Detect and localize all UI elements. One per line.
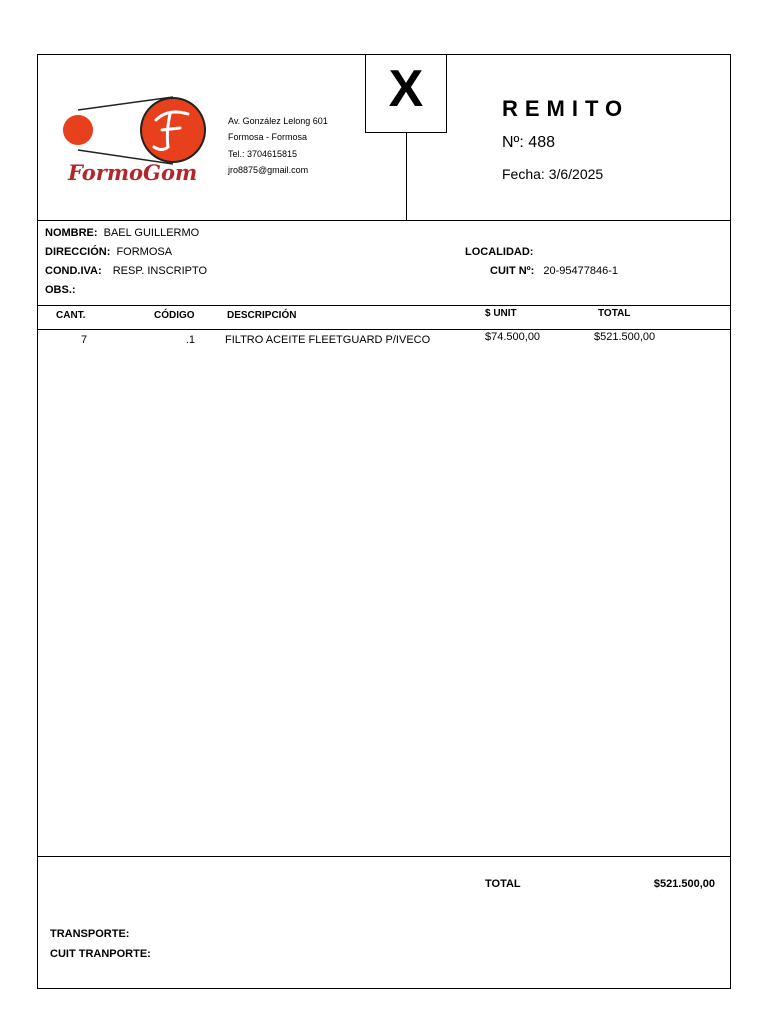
row-codigo: .1: [185, 334, 195, 346]
client-name-value: BAEL GUILLERMO: [103, 227, 200, 239]
transport-cuit-label: CUIT TRANPORTE:: [50, 948, 151, 960]
client-obs-row: [45, 284, 79, 296]
row-total: $521.500,00: [594, 331, 656, 343]
column-header-total: TOTAL: [598, 308, 631, 319]
address-line-street: Av. González Lelong 601: [228, 116, 328, 126]
client-locality-row: [465, 246, 536, 258]
transport-label: TRANSPORTE:: [50, 928, 130, 940]
client-iva-value: RESP. INSCRIPTO: [112, 265, 208, 277]
client-name-row: [45, 227, 199, 239]
column-header-unit: $ UNIT: [485, 308, 517, 319]
client-iva-row: [45, 265, 207, 277]
client-cuit-value: 20-95477846-1: [543, 265, 619, 277]
address-line-city: Formosa - Formosa: [228, 132, 308, 142]
total-label: TOTAL: [485, 878, 521, 890]
client-address-row: [45, 246, 172, 258]
document-title: REMITO: [502, 96, 630, 121]
column-header-codigo: CÓDIGO: [154, 310, 195, 321]
total-value: $521.500,00: [653, 878, 715, 890]
document-type-letter: X: [388, 60, 424, 118]
company-logo-text: FormoGom: [68, 160, 198, 185]
column-header-cant: CANT.: [56, 310, 86, 321]
address-line-phone: Tel.: 3704615815: [228, 149, 298, 159]
footer-divider: [37, 856, 731, 857]
header-vertical-divider: [406, 133, 407, 220]
row-descripcion: FILTRO ACEITE FLEETGUARD P/IVECO: [225, 334, 431, 346]
address-line-email: jro8875@gmail.com: [228, 165, 309, 175]
document-date: Fecha: 3/6/2025: [502, 166, 604, 182]
client-cuit-row: [490, 265, 618, 277]
client-iva-label: COND.IVA:: [45, 265, 102, 277]
client-divider: [37, 305, 731, 306]
client-address-label: DIRECCIÓN:: [45, 246, 111, 258]
table-row: [37, 330, 731, 350]
client-name-label: NOMBRE:: [45, 227, 98, 239]
header-divider: [37, 220, 731, 221]
client-address-value: FORMOSA: [116, 246, 173, 258]
row-cant: 7: [81, 334, 88, 346]
column-header-descripcion: DESCRIPCIÓN: [227, 310, 297, 321]
client-obs-label: OBS.:: [45, 284, 76, 296]
row-unit-price: $74.500,00: [485, 331, 541, 343]
document-number: Nº: 488: [502, 134, 555, 151]
client-cuit-label: CUIT Nº:: [490, 265, 535, 277]
client-locality-label: LOCALIDAD:: [465, 246, 534, 258]
